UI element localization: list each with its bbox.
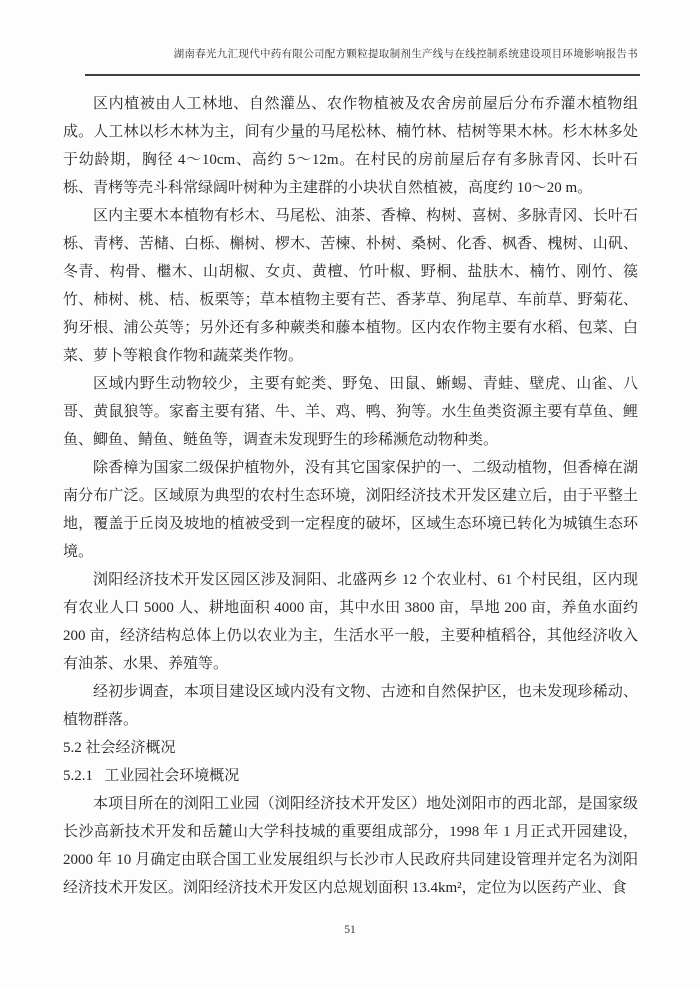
paragraph-wildlife: 区域内野生动物较少，主要有蛇类、野兔、田鼠、蜥蜴、青蛙、壁虎、山雀、八哥、黄鼠狼等。家畜主要有猪、牛、羊、鸡、鸭、狗等。水生鱼类资源主要有草鱼、鲤鱼、鲫鱼、鲭鱼、鲢鱼等，调查未发现野生的珍稀濒危动物种类。 [63,376,638,448]
page-header-title: 湖南春光九汇现代中药有限公司配方颗粒提取制剂生产线与在线控制系统建设项目环境影响报告书 [173,49,638,60]
paragraph-cultural-relics: 经初步调查，本项目建设区域内没有文物、古迹和自然保护区，也未发现珍稀动、植物群落。 [63,684,638,728]
paragraph-vegetation-overview: 区内植被由人工林地、自然灌丛、农作物植被及农舍房前屋后分布乔灌木植物组成。人工林以杉木林为主，间有少量的马尾松林、楠竹林、桔树等果木林。杉木林多处于幼龄期，胸径 4～10cm、高约 5～12m。在村民的房前屋后存有多脉青冈、长叶石栎、青栲等壳斗科常绿阔叶树种为主建群的小块状自然植被，高度约 10～20 m。 [63,96,638,196]
page-number: 51 [344,924,356,936]
document-body [63,90,638,902]
section-heading-5-2-1: 5.2.1 工业园社会环境概况 [63,768,240,784]
paragraph-protected-species: 除香樟为国家二级保护植物外，没有其它国家保护的一、二级动植物，但香樟在湖南分布广泛。区域原为典型的农村生态环境，浏阳经济技术开发区建立后，由于平整土地，覆盖于丘岗及坡地的植被受到一定程度的破坏，区域生态环境已转化为城镇生态环境。 [63,460,638,560]
paragraph-industrial-park-overview: 本项目所在的浏阳工业园（浏阳经济技术开发区）地处浏阳市的西北部，是国家级长沙高新技术开发和岳麓山大学科技城的重要组成部分，1998 年 1 月正式开园建设，2000 年 10 月确定由联合国工业发展组织与长沙市人民政府共同建设管理并定名为浏阳经济技术开发区。浏阳经济技术开发区内总规划面积 13.4km²，定位为以医药产业、食 [63,796,638,896]
header-rule [85,74,640,76]
paragraph-plant-species-list: 区内主要木本植物有杉木、马尾松、油茶、香樟、构树、喜树、多脉青冈、长叶石栎、青栲、苦槠、白栎、槲树、椤木、苦楝、朴树、桑树、化香、枫香、槐树、山矾、冬青、构骨、檵木、山胡椒、女贞、黄檀、竹叶椒、野桐、盐肤木、楠竹、刚竹、篌竹、柿树、桃、桔、板栗等；草本植物主要有芒、香茅草、狗尾草、车前草、野菊花、狗牙根、浦公英等；另外还有多种蕨类和藤本植物。区内农作物主要有水稻、包菜、白菜、萝卜等粮食作物和蔬菜类作物。 [63,208,638,364]
paragraph-agricultural-economy: 浏阳经济技术开发区园区涉及洞阳、北盛两乡 12 个农业村、61 个村民组，区内现有农业人口 5000 人、耕地面积 4000 亩，其中水田 3800 亩，旱地 200 亩，养鱼水面约 200 亩，经济结构总体上仍以农业为主，生活水平一般，主要种植稻谷，其他经济收入有油茶、水果、养殖等。 [63,572,638,672]
section-heading-5-2: 5.2 社会经济概况 [63,740,176,756]
